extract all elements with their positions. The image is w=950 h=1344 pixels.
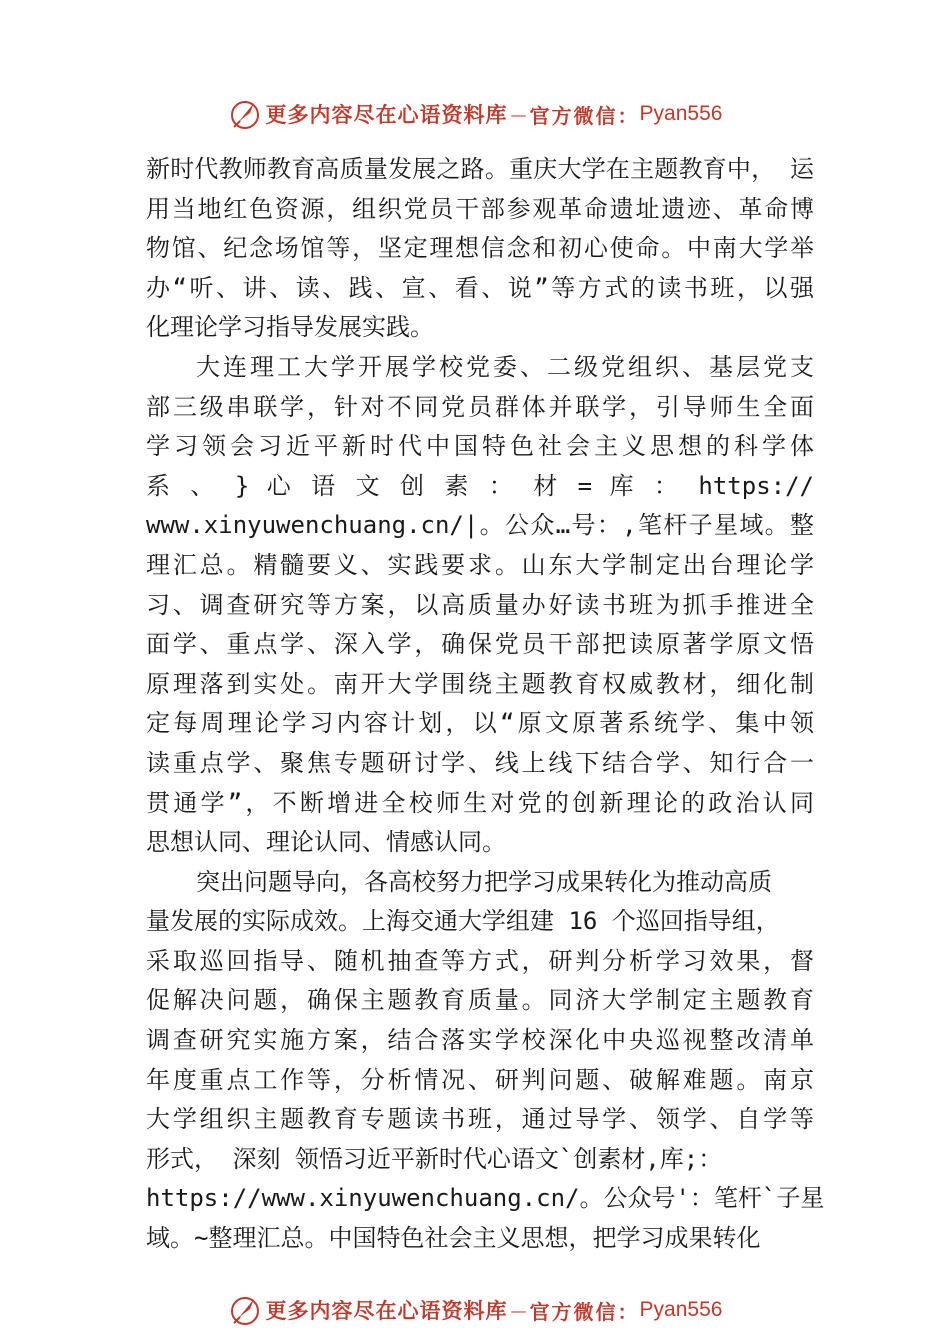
text-line: 物馆、纪念场馆等，坚定理想信念和初心使命。中南大学举 [146, 234, 814, 263]
text-line: 促解决问题，确保主题教育质量。同济大学制定主题教育 [146, 986, 814, 1015]
footer-banner [0, 1290, 950, 1330]
text-line: www.xinyuwenchuang.cn/|。公众…号：,笔杆子星域。整 [146, 511, 814, 540]
text-line: 新时代教师教育高质量发展之路。重庆大学在主题教育中， 运 [146, 155, 814, 183]
text-line: 定每周理论学习内容计划，以“原文原著系统学、集中领 [146, 709, 814, 738]
text-line: 原理落到实处。南开大学围绕主题教育权威教材，细化制 [146, 669, 814, 698]
text-line: 域。~整理汇总。中国特色社会主义思想，把学习成果转化 [146, 1224, 761, 1253]
text-line: 化理论学习指导发展实践。 [146, 313, 434, 342]
banner-wechat-label: 官方微信： [529, 103, 640, 128]
quill-logo-icon [228, 1293, 262, 1327]
banner-wechat-id: Pyan556 [639, 1298, 723, 1321]
quill-logo-icon [228, 97, 262, 131]
text-line: 理汇总。精髓要义、实践要求。山东大学制定出台理论学 [146, 550, 814, 579]
text-line: 形式， 深刻 领悟习近平新时代心语文`创素材,库;： [146, 1144, 723, 1173]
text-line: 系 、 } 心 语 文 创 素 ： 材 = 库 ： https:// [146, 471, 814, 500]
text-line: 面学、重点学、深入学，确保党员干部把读原著学原文悟 [146, 630, 814, 659]
banner-wechat-id: Pyan556 [639, 102, 723, 125]
banner-dash: — [510, 1300, 527, 1320]
paragraph-start-line: 突出问题导向，各高校努力把学习成果转化为推动高质 [196, 867, 772, 896]
text-line: 年度重点工作等，分析情况、研判问题、破解难题。南京 [146, 1065, 814, 1094]
text-line: 读重点学、聚焦专题研讨学、线上线下结合学、知行合一 [146, 748, 814, 777]
text-line: https://www.xinyuwenchuang.cn/。公众号'：笔杆`子星 [146, 1184, 825, 1213]
banner-dash: — [510, 104, 527, 124]
banner-wechat-label: 官方微信： [529, 1299, 640, 1324]
text-line: 采取巡回指导、随机抽查等方式，研判分析学习效果，督 [146, 946, 814, 975]
banner-site-name: 更多内容尽在心语资料库 [265, 1298, 508, 1323]
document-body [146, 150, 825, 1259]
text-line: 调查研究实施方案，结合落实学校深化中央巡视整改清单 [146, 1026, 814, 1055]
text-line: 贯通学”，不断增进全校师生对党的创新理论的政治认同 [146, 788, 814, 817]
text-line: 学习领会习近平新时代中国特色社会主义思想的科学体 [146, 432, 814, 461]
text-line: 量发展的实际成效。上海交通大学组建 16 个巡回指导组， [146, 907, 780, 936]
header-banner [0, 94, 950, 134]
text-line: 大学组织主题教育专题读书班，通过导学、领学、自学等 [146, 1105, 814, 1134]
text-line: 用当地红色资源，组织党员干部参观革命遗址遗迹、革命博 [146, 194, 814, 223]
text-line: 办“听、讲、读、践、宣、看、说”等方式的读书班，以强 [146, 273, 814, 302]
text-line: 习、调查研究等方案，以高质量办好读书班为抓手推进全 [146, 590, 814, 619]
banner-site-name: 更多内容尽在心语资料库 [265, 102, 508, 127]
paragraph-start-line: 大连理工大学开展学校党委、二级党组织、基层党支 [196, 352, 814, 381]
text-line: 部三级串联学，针对不同党员群体并联学，引导师生全面 [146, 392, 814, 421]
text-line: 思想认同、理论认同、情感认同。 [146, 828, 506, 857]
